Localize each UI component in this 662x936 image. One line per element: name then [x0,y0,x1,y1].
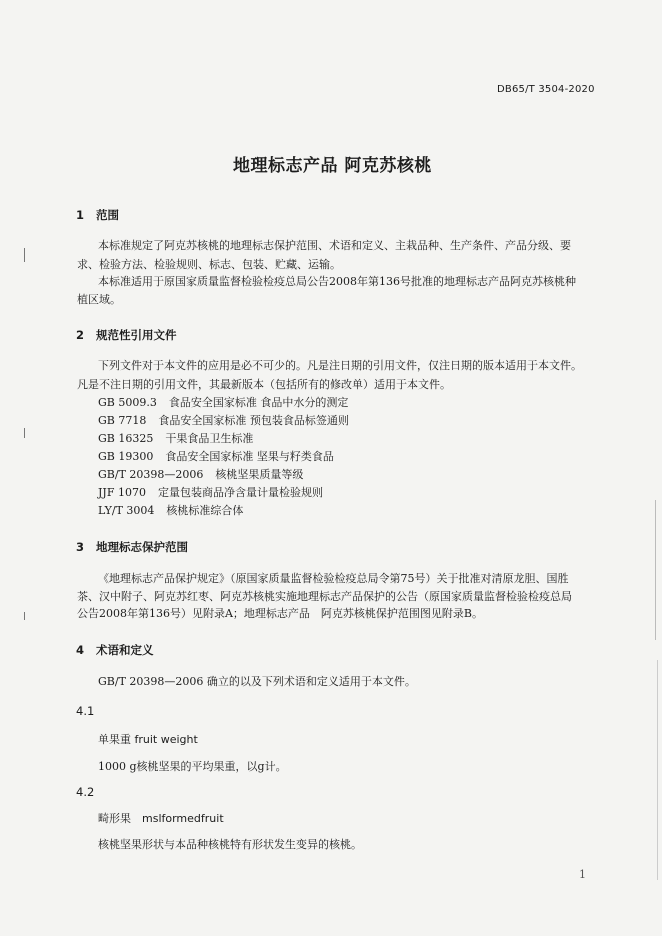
reference-code: GB 5009.3 [98,396,157,409]
reference-name: 核桃坚果质量等级 [215,468,304,481]
reference-item [98,430,253,446]
paragraph-line: 植区域。 [77,293,121,306]
reference-code: GB 19300 [98,450,154,463]
subsection-number: 4.1 [76,704,95,718]
paragraph-line: 求、检验方法、检验规则、标志、包装、贮藏、运输。 [77,258,341,271]
reference-code: GB/T 20398—2006 [98,468,204,481]
paragraph-line: 凡是不注日期的引用文件，其最新版本（包括所有的修改单）适用于本文件。 [77,378,451,391]
scan-mark [24,428,25,438]
term-title: 单果重 fruit weight [98,733,198,746]
section-title: 规范性引用文件 [96,328,177,342]
section-number: 1 [76,208,85,222]
reference-name: 食品安全国家标准 食品中水分的测定 [168,396,349,409]
page-title: 地理标志产品 阿克苏核桃 [233,156,432,176]
reference-code: LY/T 3004 [98,504,155,517]
reference-item [98,484,323,500]
paragraph-line: 本标准规定了阿克苏核桃的地理标志保护范围、术语和定义、主栽品种、生产条件、产品分级、要 [98,239,571,252]
reference-item [98,502,243,518]
section-title: 术语和定义 [96,643,154,657]
section-heading-1 [76,207,119,223]
section-heading-3 [76,539,188,555]
scan-edge [657,660,658,880]
section-number: 2 [76,328,85,342]
reference-name: 食品安全国家标准 坚果与籽类食品 [165,450,334,463]
document-number: DB65/T 3504-2020 [497,84,595,95]
subsection-number: 4.2 [76,785,95,799]
paragraph-line: 《地理标志产品保护规定》（原国家质量监督检验检疫总局令第75号）关于批准对清原龙胆、国胜 [98,572,569,585]
reference-name: 核桃标准综合体 [166,504,244,517]
paragraph-line: 本标准适用于原国家质量监督检验检疫总局公告2008年第136号批准的地理标志产品阿克苏核桃种 [98,275,576,288]
reference-name: 定量包装商品净含量计量检验规则 [157,486,323,499]
scan-edge [655,500,656,640]
reference-item [98,466,303,482]
section-heading-4 [76,642,154,658]
paragraph-line: GB/T 20398—2006 确立的以及下列术语和定义适用于本文件。 [98,675,416,688]
term-definition: 1000 g核桃坚果的平均果重，以g计。 [98,760,287,773]
reference-item [98,394,348,410]
term-title: 畸形果 mslformedfruit [98,812,224,825]
reference-name: 食品安全国家标准 预包装食品标签通则 [158,414,349,427]
reference-item [98,412,349,428]
reference-name: 干果食品卫生标准 [165,432,254,445]
scan-mark [24,248,25,262]
reference-code: GB 16325 [98,432,154,445]
section-number: 4 [76,643,85,657]
reference-item [98,448,334,464]
paragraph-line: 下列文件对于本文件的应用是必不可少的。凡是注日期的引用文件，仅注日期的版本适用于本文件。 [98,359,582,372]
paragraph-line: 公告2008年第136号）见附录A；地理标志产品 阿克苏核桃保护范围图见附录B。 [77,607,484,620]
section-heading-2 [76,327,177,343]
section-number: 3 [76,540,85,554]
reference-code: GB 7718 [98,414,147,427]
reference-code: JJF 1070 [98,486,146,499]
term-definition: 核桃坚果形状与本品种核桃特有形状发生变异的核桃。 [98,838,362,851]
section-title: 范围 [96,208,119,222]
scan-mark [24,612,25,620]
section-title: 地理标志保护范围 [96,540,188,554]
page-number: 1 [579,868,586,881]
paragraph-line: 茶、汉中附子、阿克苏红枣、阿克苏核桃实施地理标志产品保护的公告（原国家质量监督检验检疫总局 [77,590,572,603]
